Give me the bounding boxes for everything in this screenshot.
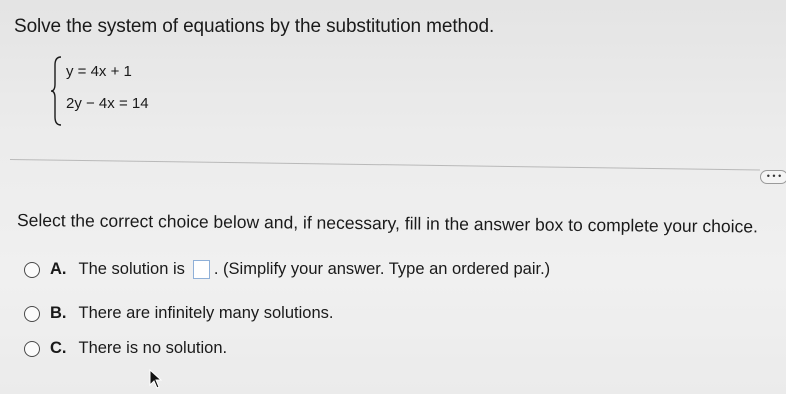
choice-letter: A.	[50, 260, 67, 278]
more-options-button[interactable]: • • •	[760, 170, 786, 184]
choice-c[interactable]	[24, 339, 227, 358]
mouse-cursor-icon	[149, 369, 163, 389]
radio-button-c[interactable]	[24, 341, 40, 357]
choice-a-text-before: The solution is	[78, 260, 185, 278]
question-prompt: Solve the system of equations by the substitution method.	[14, 16, 495, 37]
radio-button-a[interactable]	[24, 262, 40, 278]
radio-button-b[interactable]	[24, 306, 40, 322]
equation-2: 2y − 4x = 14	[66, 95, 149, 112]
choice-b-text: There are infinitely many solutions.	[78, 304, 334, 322]
equation-1: y = 4x + 1	[66, 63, 132, 80]
choice-b[interactable]	[24, 304, 333, 323]
choice-a-text-after: . (Simplify your answer. Type an ordered pair.)	[213, 260, 551, 278]
answer-input-box[interactable]	[193, 260, 210, 279]
choice-letter: C.	[50, 339, 67, 357]
section-divider	[10, 159, 760, 170]
choice-c-text: There is no solution.	[78, 339, 228, 357]
left-brace-icon	[50, 55, 64, 127]
choice-letter: B.	[50, 304, 67, 322]
choice-a[interactable]	[24, 260, 550, 279]
instruction-text: Select the correct choice below and, if necessary, fill in the answer box to complete your choice.	[16, 210, 758, 237]
equation-system	[50, 55, 180, 127]
